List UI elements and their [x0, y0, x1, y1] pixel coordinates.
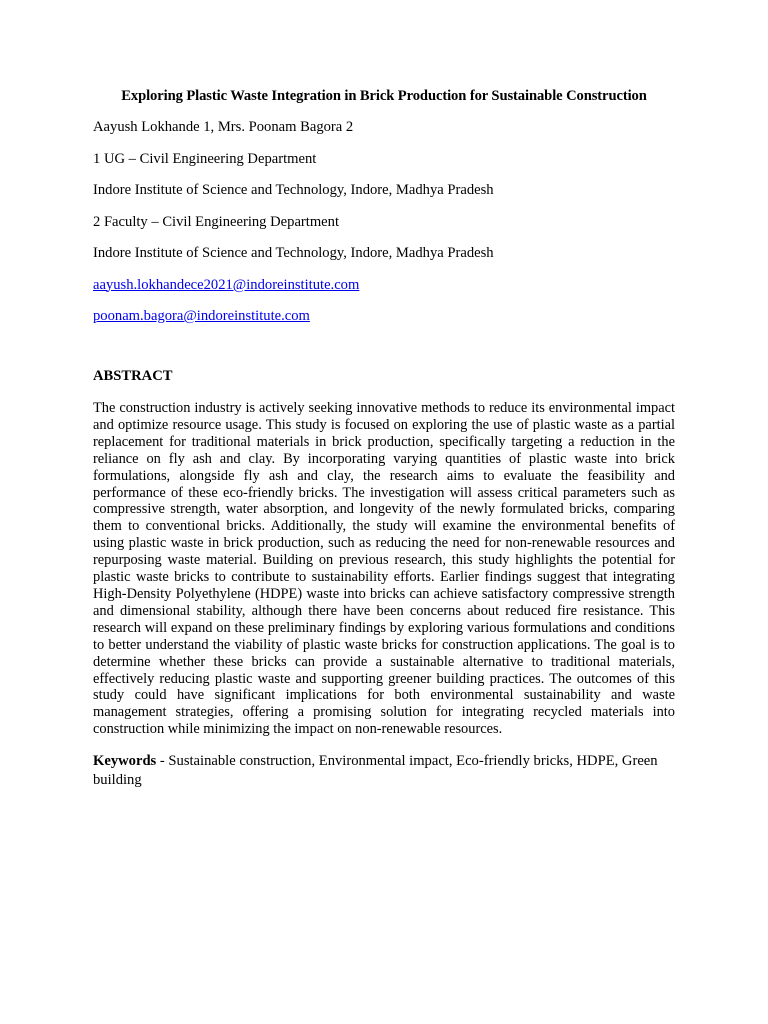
keywords-paragraph: [93, 752, 675, 790]
affiliation-1-institute: Indore Institute of Science and Technology, Indore, Madhya Pradesh: [93, 182, 494, 198]
affiliation-1-department: 1 UG – Civil Engineering Department: [93, 150, 317, 167]
email-line-2: [93, 306, 675, 326]
email-link-poonam[interactable]: poonam.bagora@indoreinstitute.com: [93, 308, 310, 324]
author-list: Aayush Lokhande 1, Mrs. Poonam Bagora 2: [93, 119, 354, 135]
email-link-aayush[interactable]: aayush.lokhandece2021@indoreinstitute.com: [93, 276, 360, 293]
email-line-1: [93, 275, 675, 295]
affiliation-2-department: 2 Faculty – Civil Engineering Department: [93, 213, 340, 230]
paper-page: [93, 86, 675, 790]
keywords-label: Keywords: [93, 753, 157, 770]
abstract-heading: ABSTRACT: [93, 368, 173, 384]
affiliation-2-institute: Indore Institute of Science and Technology, Indore, Madhya Pradesh: [93, 245, 494, 261]
keywords-list: - Sustainable construction, Environmental impact, Eco-friendly bricks, HDPE, Green building: [93, 753, 658, 789]
abstract-text: The construction industry is actively seeking innovative methods to reduce its environmental impact and optimize resource usage. This study is focused on exploring the use of plastic waste as a partial replacement for traditional materials in brick production, specifically targeting a reduction in the reliance on fly ash and clay. By incorporating varying quantities of plastic waste into brick formulations, alongside fly ash and clay, the research aims to evaluate the feasibility and performance of these eco-friendly bricks. The investigation will assess critical parameters such as compressive strength, water absorption, and longevity of the newly formulated bricks, comparing them to conventional bricks. Additionally, the study will examine the environmental benefits of using plastic waste in brick production, such as reducing the need for non-renewable resources and repurposing waste material. Building on previous research, this study highlights the potential for plastic waste bricks to contribute to sustainability efforts. Earlier findings suggest that integrating High-Density Polyethylene (HDPE) waste into bricks can achieve satisfactory compressive strength and dimensional stability, although there have been concerns about reduced fire resistance. This research will expand on these preliminary findings by exploring various formulations and conditions to better understand the viability of plastic waste bricks for construction applications. The goal is to determine whether these bricks can provide a sustainable alternative to traditional materials, effectively reducing plastic waste and supporting greener building practices. The outcomes of this study could have significant implications for both environmental sustainability and waste management strategies, offering a promising solution for integrating recycled materials into construction while minimizing the impact on non-renewable resources.: [93, 400, 675, 738]
paper-title: Exploring Plastic Waste Integration in Brick Production for Sustainable Construction: [121, 88, 647, 104]
